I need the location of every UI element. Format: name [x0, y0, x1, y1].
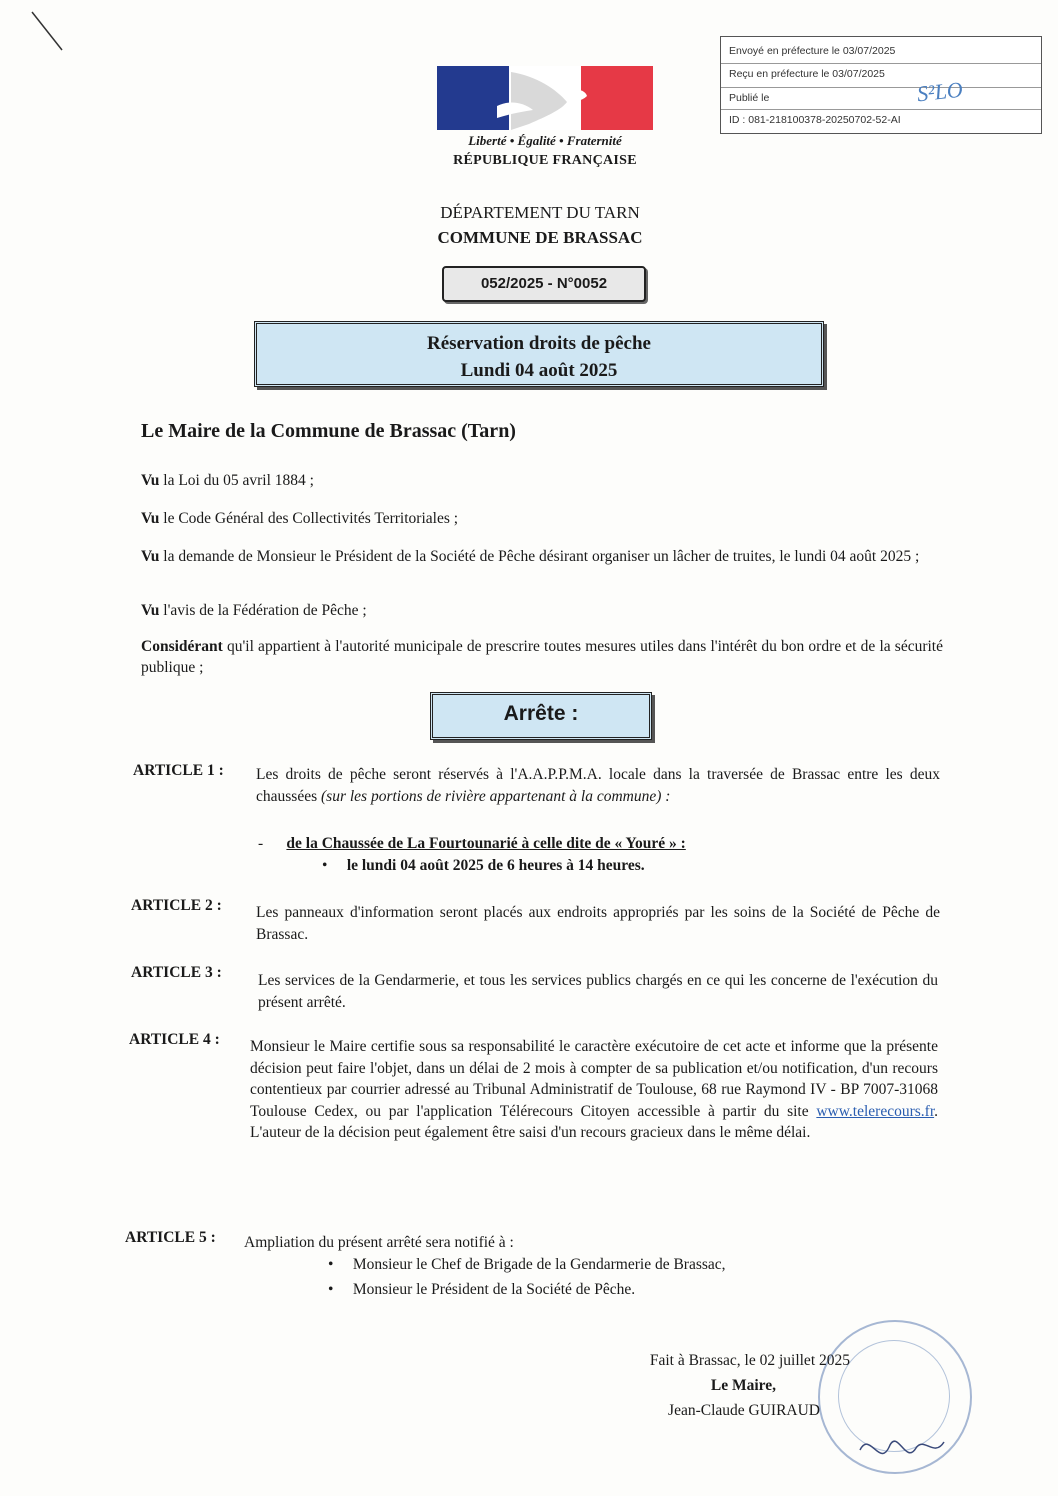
- object-box: [254, 321, 824, 387]
- object-line-2: Lundi 04 août 2025: [460, 360, 618, 381]
- article-3-text: Les services de la Gendarmerie, et tous les services publics chargés en ce qui les concerne de l'exécution du présent arrêté.: [258, 972, 938, 1011]
- considerant-4: Vu l'avis de la Fédération de Pêche ;: [141, 602, 367, 619]
- republic-name: RÉPUBLIQUE FRANÇAISE: [453, 153, 637, 168]
- article-3-label: ARTICLE 3 :: [131, 964, 222, 981]
- handwritten-signature-icon: [850, 1420, 950, 1480]
- telerecours-link[interactable]: www.telerecours.fr: [816, 1102, 935, 1120]
- article-4-label: ARTICLE 4 :: [129, 1031, 220, 1048]
- considerant-1: Vu la Loi du 05 avril 1884 ;: [141, 472, 314, 489]
- stamp-handwritten-mark: S²LO: [915, 76, 964, 107]
- signature-place-date: Fait à Brassac, le 02 juillet 2025: [649, 1352, 850, 1369]
- article-1-label: ARTICLE 1 :: [133, 762, 224, 779]
- stamp-publie: Publié le: [729, 92, 770, 104]
- article-2-text: Les panneaux d'information seront placés aux endroits appropriés par les soins de la Société de Pêche de Brassac.: [256, 904, 940, 943]
- arrete-heading: Arrête :: [430, 692, 652, 740]
- stamp-id: ID : 081-218100378-20250702-52-AI: [729, 114, 901, 126]
- scan-mark-icon: [28, 10, 68, 54]
- article-4-text: Monsieur le Maire certifie sous sa responsabilité le caractère exécutoire de cet acte et informe que la présente décision peut faire l'objet, dans un délai de 2 mois à compter de sa publication et/ou notification, d'un recours contentieux par courrier adressé au Tribunal Administratif de Toulouse, 68 rue Raymond IV - BP 7007-31068 Toulouse Cedex, ou par l'application Télérecours Citoyen accessible à partir du site www.telerecours.fr. L'auteur de la décision peut également être saisi d'un recours gracieux dans le même délai.: [250, 1038, 938, 1141]
- stamp-envoye: Envoyé en préfecture le 03/07/2025: [729, 45, 896, 57]
- considerant-3: Vu la demande de Monsieur le Président de la Société de Pêche désirant organiser un lâcher de truites, le lundi 04 août 2025 ;: [141, 548, 920, 565]
- reference-number: 052/2025 - N°0052: [442, 266, 646, 302]
- mayor-title: Le Maire de la Commune de Brassac (Tarn): [141, 420, 516, 442]
- article-1-text: Les droits de pêche seront réservés à l'A.A.P.P.M.A. locale dans la traversée de Brassac entre les deux chaussées (sur les portions de rivière appartenant à la commune) :: [256, 766, 940, 805]
- republic-motto: Liberté • Égalité • Fraternité: [468, 133, 622, 148]
- article-5-label: ARTICLE 5 :: [125, 1229, 216, 1246]
- commune-title: COMMUNE DE BRASSAC: [437, 228, 643, 247]
- signature-name: Jean-Claude GUIRAUD: [668, 1402, 820, 1419]
- prefecture-stamp: [720, 36, 1042, 134]
- article-5-item-2: • Monsieur le Président de la Société de Pêche.: [328, 1281, 636, 1298]
- marianne-logo-icon: [437, 66, 653, 130]
- stamp-recu: Reçu en préfecture le 03/07/2025: [729, 68, 885, 80]
- object-line-1: Réservation droits de pêche: [427, 333, 651, 354]
- article-1-item: - de la Chaussée de La Fourtounarié à celle dite de « Youré » :: [258, 835, 686, 852]
- signature-role: Le Maire,: [710, 1377, 776, 1394]
- article-1-subitem: • le lundi 04 août 2025 de 6 heures à 14 heures.: [322, 857, 645, 874]
- considerant-2: Vu le Code Général des Collectivités Territoriales ;: [141, 510, 459, 527]
- considerant-5: Considérant qu'il appartient à l'autorité municipale de prescrire toutes mesures utiles dans l'intérêt du bon ordre et de la sécurité publique ;: [141, 638, 943, 676]
- article-5-text: Ampliation du présent arrêté sera notifié à :: [244, 1234, 514, 1251]
- article-5-item-1: • Monsieur le Chef de Brigade de la Gendarmerie de Brassac,: [328, 1256, 726, 1273]
- departement-title: DÉPARTEMENT DU TARN: [440, 203, 640, 222]
- article-2-label: ARTICLE 2 :: [131, 897, 222, 914]
